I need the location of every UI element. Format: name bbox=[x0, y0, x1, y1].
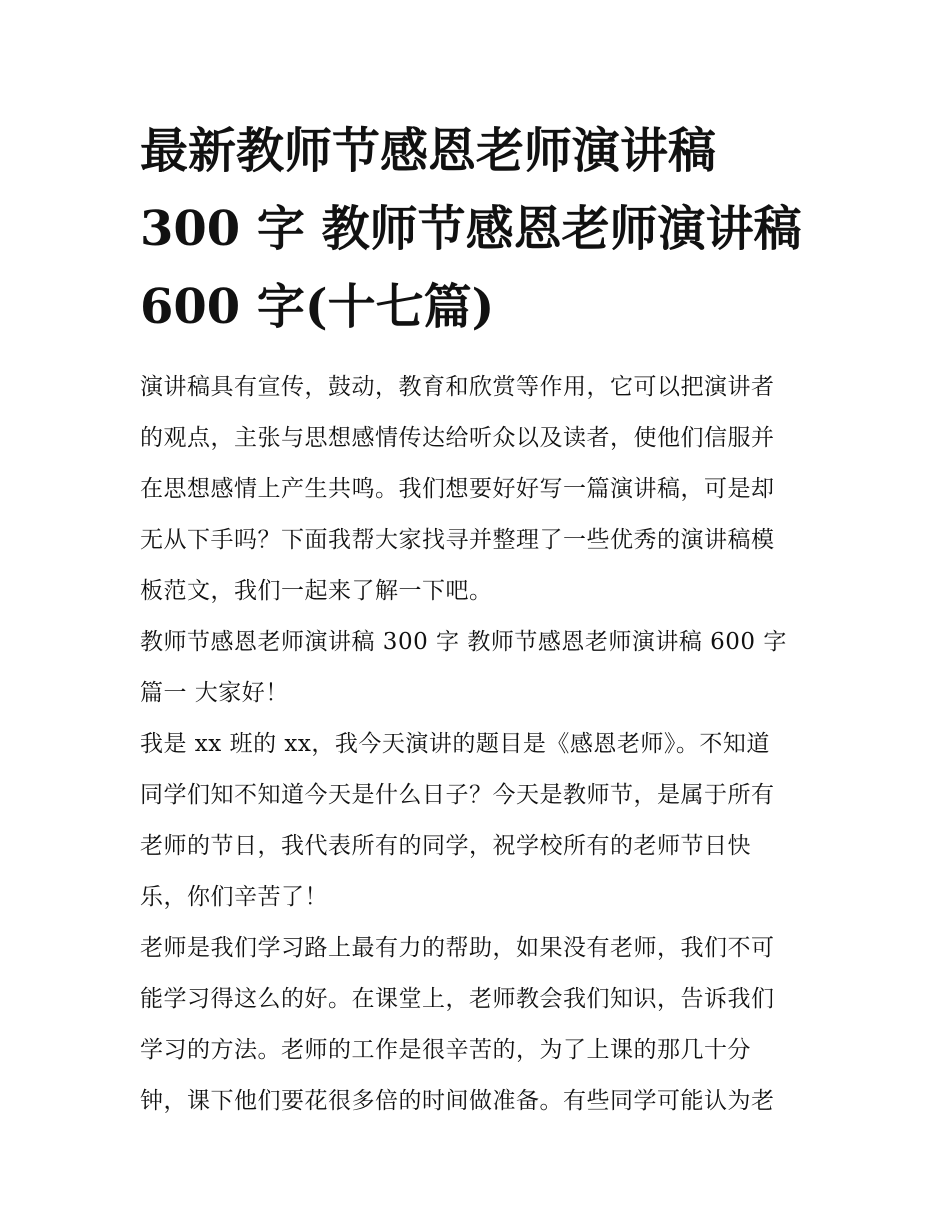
body-line: 的观点，主张与思想感情传达给听众以及读者，使他们信服并 bbox=[140, 425, 775, 451]
document-page bbox=[140, 112, 815, 1127]
title-line-1: 最新教师节感恩老师演讲稿 bbox=[140, 123, 717, 179]
body-line: 无从下手吗？下面我帮大家找寻并整理了一些优秀的演讲稿模 bbox=[140, 527, 775, 553]
body-line: 教师节感恩老师演讲稿 300 字 教师节感恩老师演讲稿 600 字 bbox=[140, 629, 787, 655]
body-line: 乐，你们辛苦了！ bbox=[140, 884, 328, 910]
body-line: 板范文，我们一起来了解一下吧。 bbox=[140, 578, 493, 604]
body-line: 在思想感情上产生共鸣。我们想要好好写一篇演讲稿，可是却 bbox=[140, 476, 775, 502]
body-line: 能学习得这么的好。在课堂上，老师教会我们知识，告诉我们 bbox=[140, 986, 775, 1012]
body-line: 学习的方法。老师的工作是很辛苦的，为了上课的那几十分 bbox=[140, 1037, 751, 1063]
title-line-3: 600 字(十七篇) bbox=[140, 279, 495, 335]
body-line: 钟，课下他们要花很多倍的时间做准备。有些同学可能认为老 bbox=[140, 1088, 775, 1114]
document-body bbox=[140, 362, 815, 1127]
document-title bbox=[140, 112, 815, 346]
title-line-2: 300 字 教师节感恩老师演讲稿 bbox=[140, 201, 802, 257]
body-line: 同学们知不知道今天是什么日子？今天是教师节，是属于所有 bbox=[140, 782, 775, 808]
body-line: 老师是我们学习路上最有力的帮助，如果没有老师，我们不可 bbox=[140, 935, 775, 961]
body-line: 老师的节日，我代表所有的同学，祝学校所有的老师节日快 bbox=[140, 833, 751, 859]
body-line: 篇一 大家好！ bbox=[140, 680, 289, 706]
body-line: 我是 xx 班的 xx，我今天演讲的题目是《感恩老师》。不知道 bbox=[140, 731, 770, 757]
body-line: 演讲稿具有宣传，鼓动，教育和欣赏等作用，它可以把演讲者 bbox=[140, 374, 775, 400]
